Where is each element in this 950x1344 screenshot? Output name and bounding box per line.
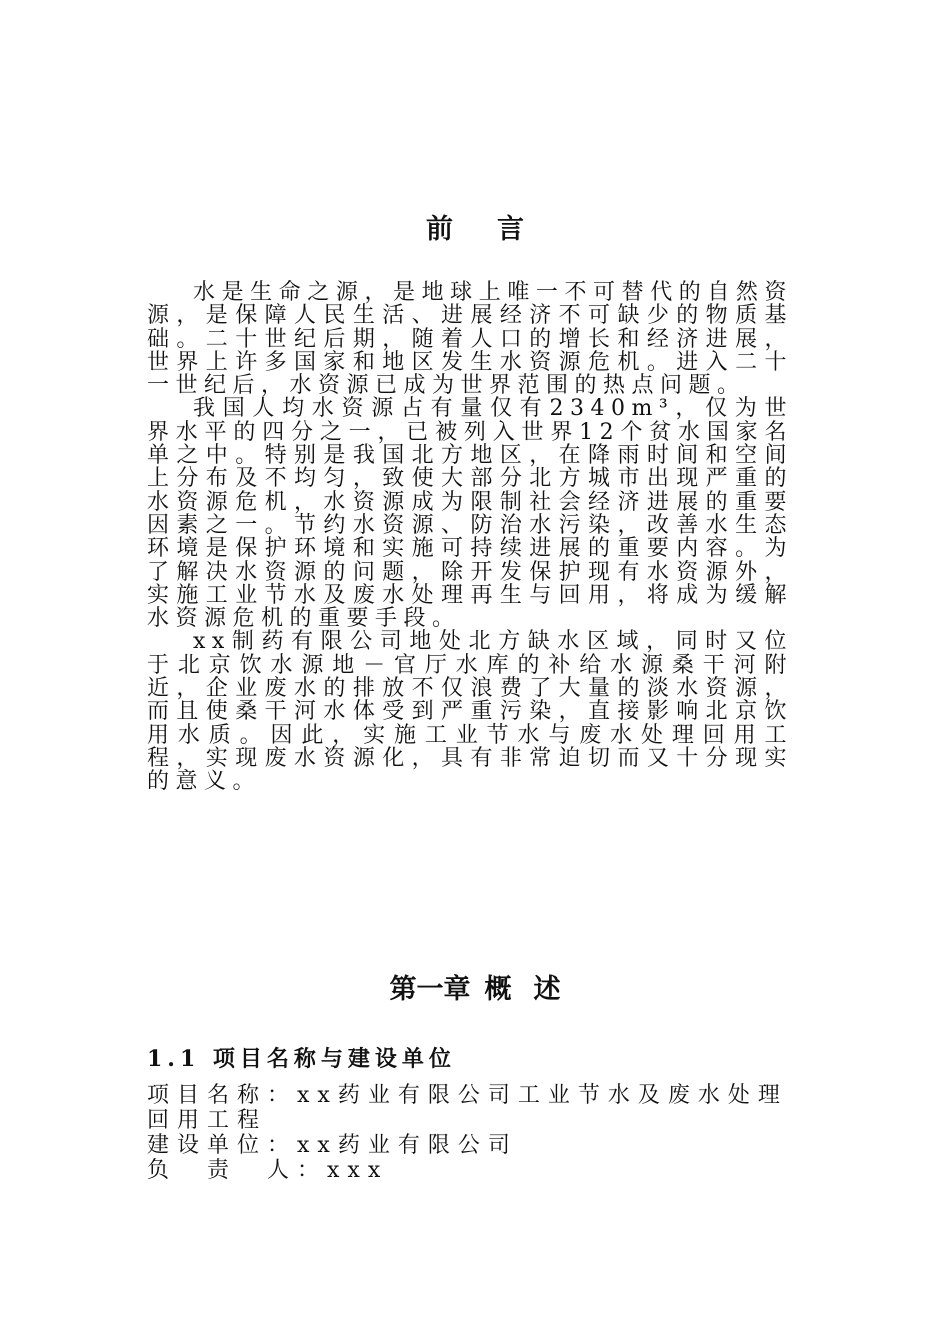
project-name-label: 项目名称： <box>147 1083 298 1108</box>
builder-value: xx药业有限公司 <box>297 1133 518 1158</box>
project-name-value: xx药业有限公司工业节水及废水处理回用工程 <box>147 1083 788 1133</box>
preface-title-part1: 前 <box>426 214 453 245</box>
person-in-charge-row <box>147 1158 793 1183</box>
project-info <box>147 1083 793 1183</box>
chapter-title-part2: 概 <box>484 974 512 1005</box>
preface-title <box>0 213 950 247</box>
builder-label: 建设单位： <box>147 1133 298 1158</box>
project-name-row <box>147 1083 793 1133</box>
builder-row <box>147 1133 793 1158</box>
preface-body <box>147 281 793 794</box>
preface-title-part2: 言 <box>497 214 524 245</box>
section-1-1-title: 1.1 项目名称与建设单位 <box>147 1046 456 1072</box>
preface-paragraph-2: 我国人均水资源占有量仅有2340m³，仅为世界水平的四分之一，已被列入世界12个贫水国家名单之中。特别是我国北方地区，在降雨时间和空间上分布及不均匀，致使大部分北方城市出现严重的水资源危机，水资源成为限制社会经济进展的重要因素之一。节约水资源、防治水污染，改善水生态环境是保护环境和实施可持续进展的重要内容。为了解决水资源的问题，除开发保护现有水资源外，实施工业节水及废水处理再生与回用，将成为缓解水资源危机的重要手段。 <box>147 396 793 632</box>
person-in-charge-value: xxx <box>327 1158 389 1183</box>
preface-paragraph-1: 水是生命之源，是地球上唯一不可替代的自然资源，是保障人民生活、进展经济不可缺少的物质基础。二十世纪后期，随着人口的增长和经济进展，世界上许多国家和地区发生水资源危机。进入二十一世纪后，水资源已成为世界范围的热点问题。 <box>147 280 793 399</box>
chapter-title <box>0 973 950 1007</box>
preface-paragraph-3: xx制药有限公司地处北方缺水区域，同时又位于北京饮水源地－官厅水库的补给水源桑干河附近，企业废水的排放不仅浪费了大量的淡水资源，而且使桑干河水体受到严重污染，直接影响北京饮用水质。因此，实施工业节水与废水处理回用工程，实现废水资源化，具有非常迫切而又十分现实的意义。 <box>147 629 793 795</box>
chapter-title-part3: 述 <box>533 974 561 1005</box>
person-in-charge-label: 负 责 人： <box>147 1158 328 1183</box>
chapter-title-part1: 第一章 <box>389 974 471 1005</box>
